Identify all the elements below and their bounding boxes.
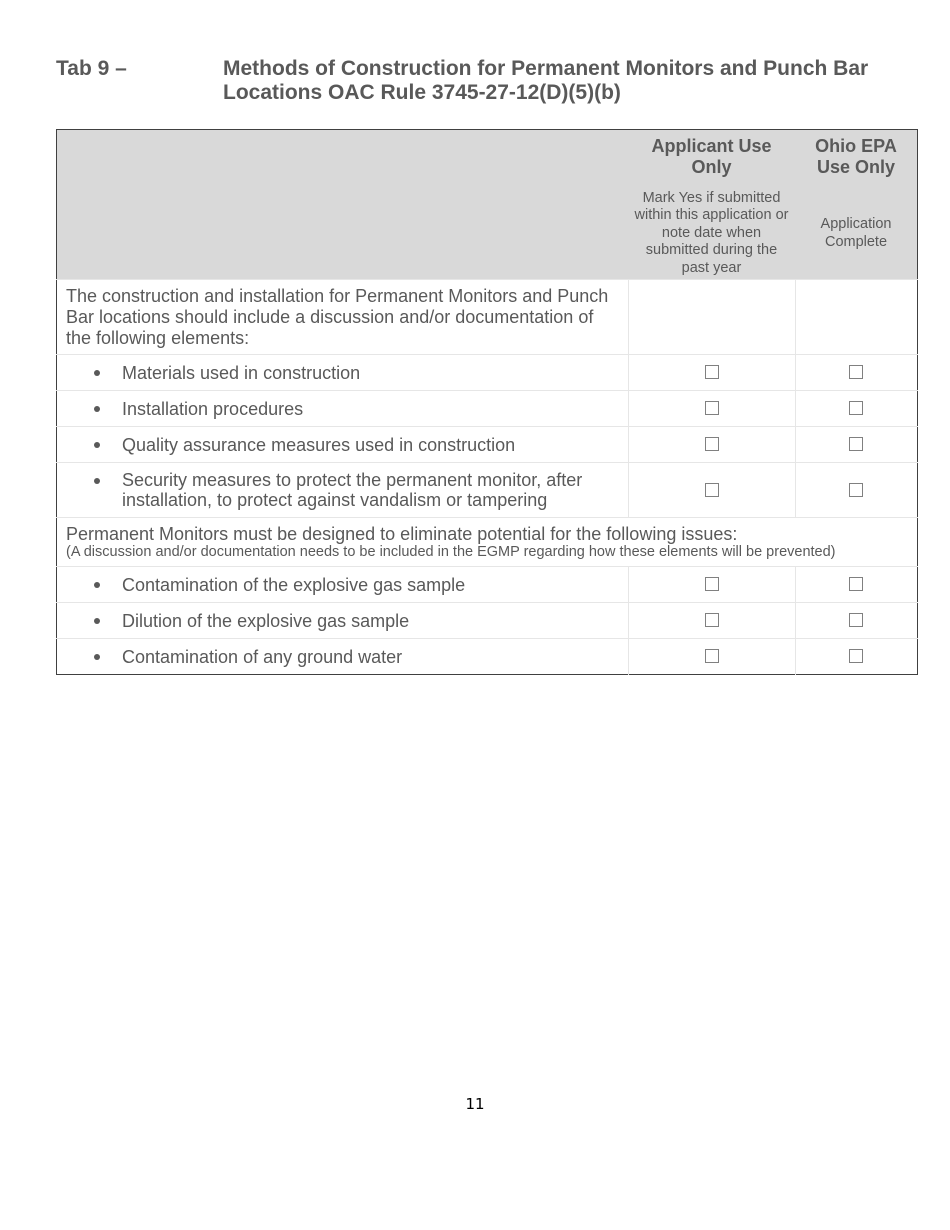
table-row: [57, 567, 918, 603]
epa-checkbox[interactable]: [849, 577, 863, 591]
intro-text: The construction and installation for Permanent Monitors and Punch Bar locations should include a discussion and/or documentation of the following elements:: [57, 280, 629, 355]
item-text: Materials used in construction: [122, 362, 361, 383]
table-row: [57, 355, 918, 391]
bullet-icon: [94, 654, 100, 660]
epa-checkbox[interactable]: [849, 401, 863, 415]
epa-checkbox[interactable]: [849, 483, 863, 497]
applicant-checkbox[interactable]: [705, 613, 719, 627]
applicant-checkbox[interactable]: [705, 437, 719, 451]
checklist-table: [56, 129, 918, 675]
table-row: [57, 391, 918, 427]
table-row: [57, 639, 918, 675]
table-row: [57, 603, 918, 639]
epa-use-header: [795, 130, 918, 189]
intro-applicant-cell: [628, 280, 795, 355]
list-item: [57, 427, 629, 463]
list-item: [57, 567, 629, 603]
list-item: [57, 355, 629, 391]
applicant-use-header: [628, 130, 795, 189]
item-text: Contamination of any ground water: [122, 646, 403, 667]
applicant-checkbox-cell: [628, 355, 795, 391]
list-item: [57, 639, 629, 675]
page-number: 11: [465, 1095, 485, 1113]
applicant-checkbox[interactable]: [705, 401, 719, 415]
item-text: Dilution of the explosive gas sample: [122, 610, 410, 631]
epa-checkbox-cell: [795, 355, 918, 391]
bullet-icon: [94, 370, 100, 376]
bullet-icon: [94, 618, 100, 624]
header-blank-cell: [57, 130, 629, 189]
applicant-checkbox[interactable]: [705, 649, 719, 663]
applicant-checkbox-cell: [628, 567, 795, 603]
bullet-icon: [94, 582, 100, 588]
applicant-checkbox[interactable]: [705, 365, 719, 379]
item-text: Installation procedures: [122, 398, 304, 419]
applicant-checkbox-cell: [628, 391, 795, 427]
section-row: [57, 518, 918, 567]
epa-checkbox[interactable]: [849, 613, 863, 627]
epa-use-title: Ohio EPA Use Only: [815, 136, 897, 177]
application-complete-label: Application Complete: [820, 216, 892, 250]
applicant-use-subheader-cell: [628, 188, 795, 280]
table-header-row: [57, 130, 918, 189]
item-text: Contamination of the explosive gas sample: [122, 574, 466, 595]
applicant-use-title: Applicant Use Only: [651, 136, 772, 177]
bullet-icon: [94, 406, 100, 412]
epa-checkbox-cell: [795, 391, 918, 427]
section-note: (A discussion and/or documentation needs to be included in the EGMP regarding how these elements will be prevented): [66, 543, 836, 560]
epa-checkbox-cell: [795, 603, 918, 639]
applicant-checkbox-cell: [628, 463, 795, 518]
applicant-checkbox[interactable]: [705, 577, 719, 591]
epa-checkbox[interactable]: [849, 649, 863, 663]
epa-checkbox-cell: [795, 427, 918, 463]
epa-checkbox[interactable]: [849, 437, 863, 451]
epa-use-subheader-cell: [795, 188, 918, 280]
applicant-use-instructions: Mark Yes if submitted within this application or note date when submitted during the past year: [634, 189, 789, 276]
page-title: Methods of Construction for Permanent Monitors and Punch Bar Locations OAC Rule 3745-27-12(D)(5)(b): [223, 57, 869, 104]
list-item: [57, 463, 629, 518]
epa-checkbox-cell: [795, 463, 918, 518]
epa-checkbox-cell: [795, 567, 918, 603]
table-row: [57, 427, 918, 463]
bullet-icon: [94, 478, 100, 484]
item-text: Quality assurance measures used in construction: [122, 434, 516, 455]
epa-checkbox[interactable]: [849, 365, 863, 379]
table-row: [57, 463, 918, 518]
intro-epa-cell: [795, 280, 918, 355]
intro-row: [57, 280, 918, 355]
table-subheader-row: [57, 188, 918, 280]
section-cell: [57, 518, 918, 567]
epa-checkbox-cell: [795, 639, 918, 675]
applicant-checkbox-cell: [628, 639, 795, 675]
tab-label: Tab 9 –: [56, 57, 127, 80]
list-item: [57, 391, 629, 427]
section-title: Permanent Monitors must be designed to eliminate potential for the following issues:: [66, 523, 738, 544]
bullet-icon: [94, 442, 100, 448]
item-text: Security measures to protect the permanent monitor, after installation, to protect against vandalism or tampering: [122, 470, 583, 510]
applicant-checkbox-cell: [628, 603, 795, 639]
applicant-checkbox-cell: [628, 427, 795, 463]
subheader-blank-cell: [57, 188, 629, 280]
applicant-checkbox[interactable]: [705, 483, 719, 497]
list-item: [57, 603, 629, 639]
